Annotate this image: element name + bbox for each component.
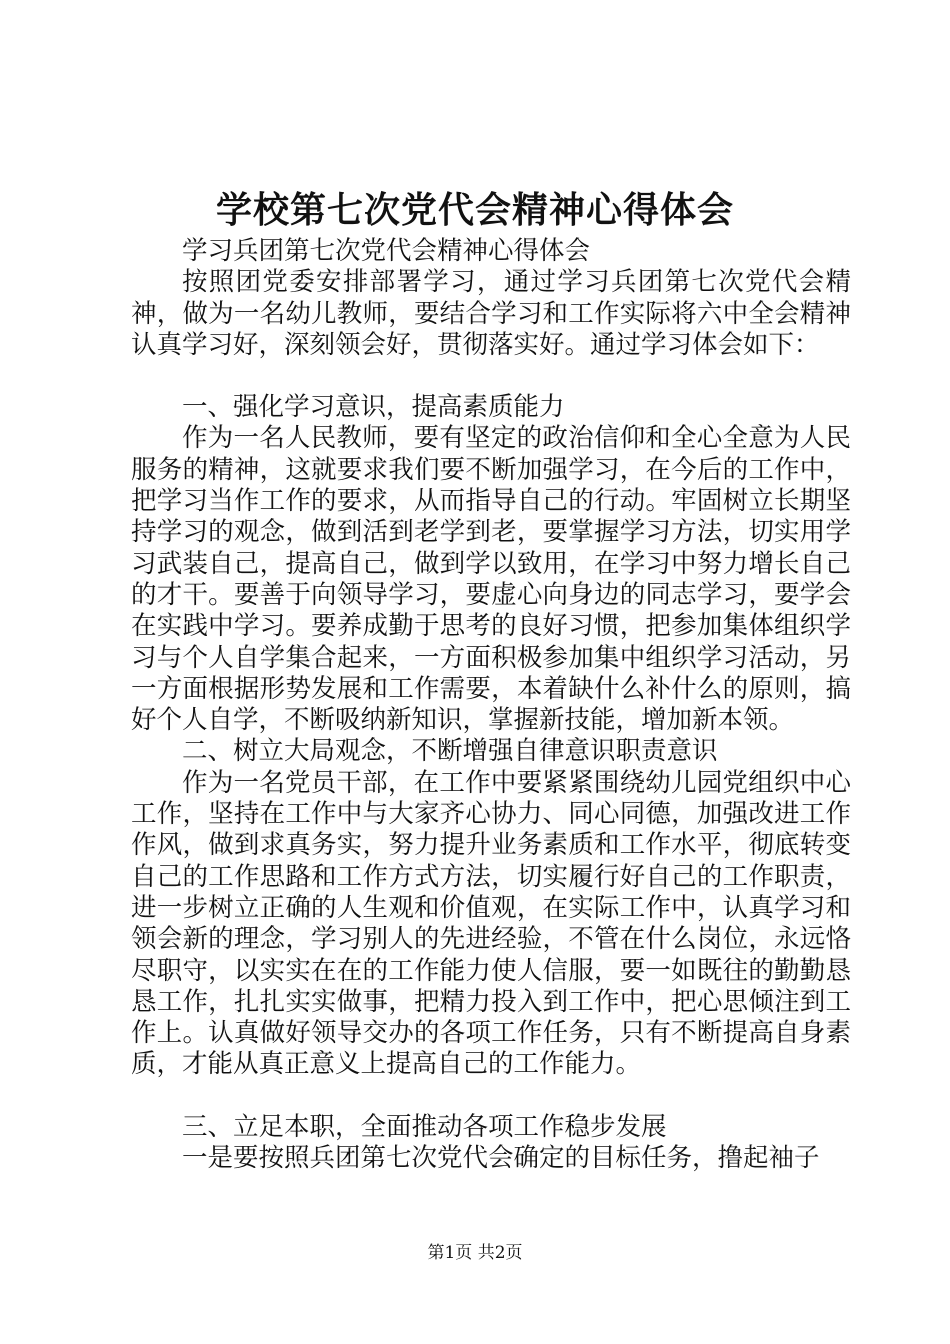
section-paragraph-3: 一是要按照兵团第七次党代会确定的目标任务，撸起袖子 [182,1143,820,1174]
section-heading-1: 一、强化学习意识，提高素质能力 [182,392,565,423]
section-heading-3: 三、立足本职，全面推动各项工作稳步发展 [182,1111,667,1142]
section-paragraph-1: 作为一名人民教师，要有坚定的政治信仰和全心全意为人民服务的精神，这就要求我们要不断加强学习，在今后的工作中，把学习当作工作的要求，从而指导自己的行动。牢固树立长期坚持学习的观念，做到活到老学到老，要掌握学习方法，切实用学习武装自己，提高自己，做到学以致用，在学习中努力增长自己的才干。要善于向领导学习，要虚心向身边的同志学习，要学会在实践中学习。要养成勤于思考的良好习惯，把参加集体组织学习与个人自学集合起来，一方面积极参加集中组织学习活动，另一方面根据形势发展和工作需要，本着缺什么补什么的原则，搞好个人自学，不断吸纳新知识，掌握新技能，增加新本领。 [131,423,851,736]
subtitle-paragraph: 学习兵团第七次党代会精神心得体会 [182,236,591,266]
section-paragraph-2: 作为一名党员干部，在工作中要紧紧围绕幼儿园党组织中心工作，坚持在工作中与大家齐心协力、同心同德，加强改进工作作风，做到求真务实，努力提升业务素质和工作水平，彻底转变自己的工作思路和工作方式方法，切实履行好自己的工作职责，进一步树立正确的人生观和价值观，在实际工作中，认真学习和领会新的理念，学习别人的先进经验，不管在什么岗位，永远恪尽职守，以实实在在的工作能力使人信服，要一如既往的勤勤恳恳工作，扎扎实实做事，把精力投入到工作中，把心思倾注到工作上。认真做好领导交办的各项工作任务，只有不断提高自身素质，才能从真正意义上提高自己的工作能力。 [131,767,851,1080]
page-footer: 第1页 共2页 [427,1243,523,1263]
document-title: 学校第七次党代会精神心得体会 [215,189,734,231]
section-heading-2: 二、树立大局观念，不断增强自律意识职责意识 [182,736,718,767]
document-body [131,236,851,1174]
intro-paragraph: 按照团党委安排部署学习，通过学习兵团第七次党代会精神，做为一名幼儿教师，要结合学习和工作实际将六中全会精神认真学习好，深刻领会好，贯彻落实好。通过学习体会如下： [131,267,851,360]
